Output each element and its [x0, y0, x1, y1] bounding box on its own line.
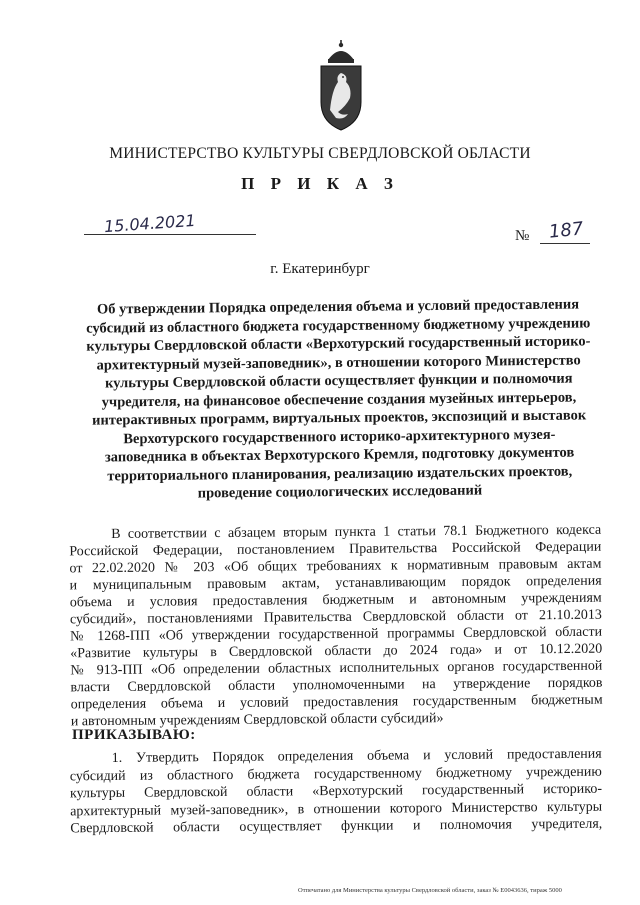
item-line: Свердловской области осуществляет функции и полномочия учредителя, [70, 816, 603, 837]
body-line: от 22.02.2020 № 203 «Об общих требованиях к нормативным правовым актам [69, 556, 602, 577]
heading-line: территориального планирования, реализацию издательских проектов, [107, 463, 573, 484]
document-type-title: П Р И К А З [241, 174, 399, 193]
body-line: власти Свердловской области уполномоченными на утверждение порядков [70, 675, 603, 696]
heading-line: учредителя, на финансовое обеспечение создания музейных интерьеров, [101, 389, 577, 410]
body-line: В соответствии с абзацем вторым пункта 1 статьи 78.1 Бюджетного кодекса [111, 522, 602, 542]
heading-line: заповедника в объектах Верхотурского Кремля, подготовку документов [104, 444, 575, 466]
city-line: г. Екатеринбург [270, 261, 370, 277]
body-line: № 913-ПП «Об определении областных исполнительных органов государственной [70, 658, 603, 679]
item-line: 1. Утвердить Порядок определения объема и условий предоставления [111, 746, 602, 766]
order-number: 187 [547, 218, 585, 243]
item-line: культуры Свердловской области «Верхотурский государственный историко- [69, 781, 603, 802]
heading-line: архитектурный музей-заповедник», в отношении которого Министерство [96, 351, 581, 374]
item-line: архитектурный музей-заповедник», в отношении которого Министерство культуры [70, 799, 603, 819]
date-underline [84, 234, 256, 235]
body-line: «Развитие культуры в Свердловской области до 2024 года» и от 10.12.2020 [70, 641, 603, 662]
preamble-paragraph [69, 522, 603, 731]
coat-of-arms-emblem [318, 40, 364, 132]
heading-line: проведение социологических исследований [197, 482, 483, 502]
order-date: 15.04.2021 [103, 210, 197, 237]
heading-line: культуры Свердловской области «Верхотурский государственный историко- [86, 333, 591, 355]
ministry-name: МИНИСТЕРСТВО КУЛЬТУРЫ СВЕРДЛОВСКОЙ ОБЛАСТИ [109, 145, 531, 162]
heading-line: интерактивных программ, виртуальных проектов, экспозиций и выставок [92, 407, 587, 429]
body-line: № 1268-ПП «Об утверждении государственной программы Свердловской области [70, 624, 603, 645]
number-underline [540, 243, 590, 244]
body-line: Российской Федерации, постановлением Правительства Российской Федерации [69, 539, 602, 560]
print-footer: Отпечатано для Министерства культуры Свердловской области, заказ № Е0043636, тираж 5000 [298, 887, 562, 894]
body-line: и автономным учреждениям Свердловской области субсидий» [70, 711, 444, 730]
order-number-label: № [515, 228, 530, 244]
heading-line: субсидий из областного бюджета государственному бюджетному учреждению [86, 314, 591, 337]
body-line: и муниципальным правовым актам, устанавливающим порядок определения [69, 573, 602, 594]
heading-line: Об утверждении Порядка определения объема и условий предоставления [96, 296, 580, 318]
body-line: объема и условия предоставления бюджетным и автономным учреждениям [69, 590, 602, 611]
body-line: определения объема и условий предоставления государственным бюджетным [70, 692, 603, 713]
order-item-1 [70, 746, 603, 838]
body-line: субсидий», постановлениями Правительства Свердловской области от 21.10.2013 [69, 607, 602, 628]
order-word: ПРИКАЗЫВАЮ: [72, 727, 196, 743]
order-heading [77, 295, 601, 504]
heading-line: Верхотурского государственного историко-архитектурного музея- [123, 426, 556, 447]
item-line: субсидий из областного бюджета государственному бюджетному учреждению [69, 764, 602, 784]
heading-line: культуры Свердловской области осуществляет функции и полномочия [105, 370, 573, 392]
